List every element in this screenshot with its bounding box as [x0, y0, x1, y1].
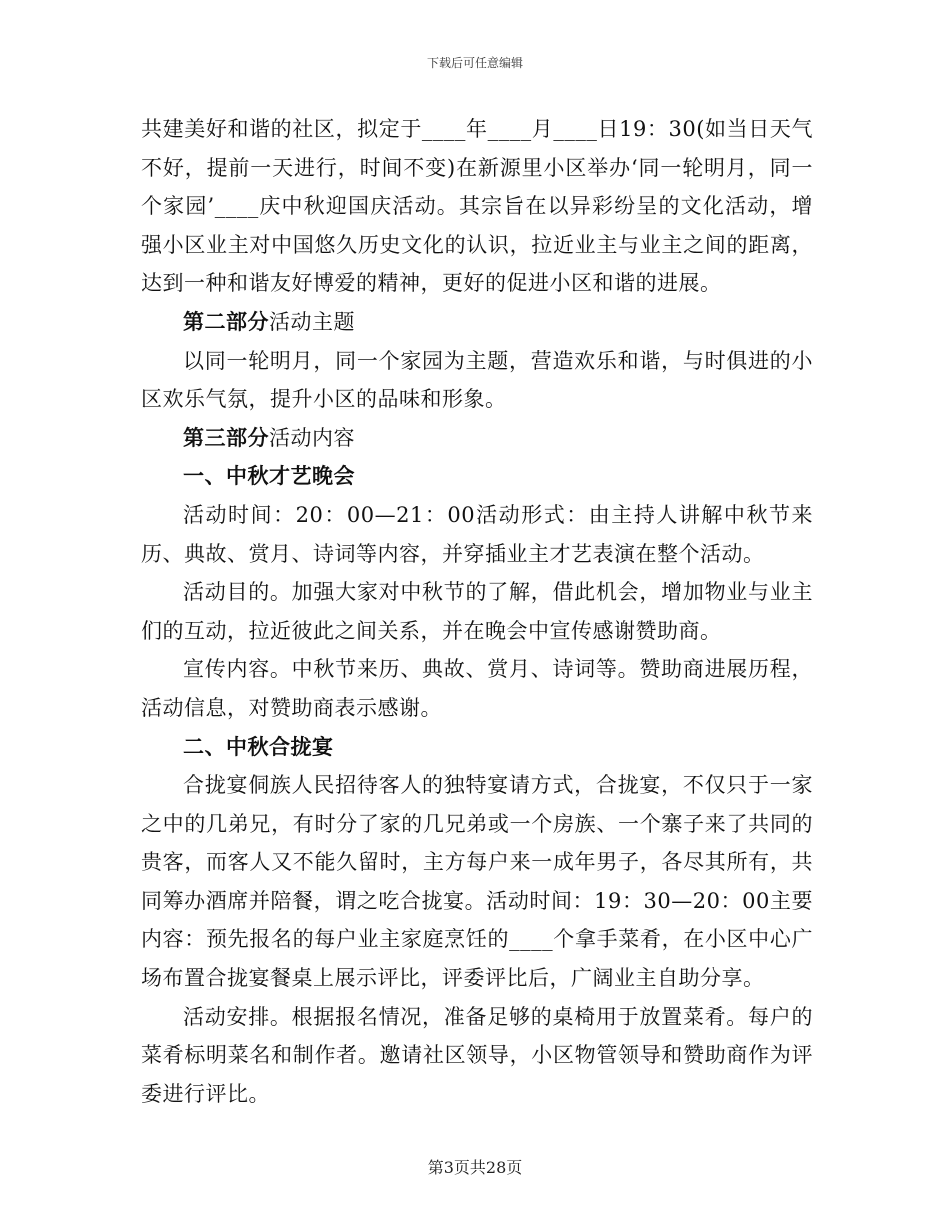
- document-body: [141, 110, 813, 1113]
- theme-paragraph: 以同一轮明月，同一个家园为主题，营造欢乐和谐，与时俱进的小区欢乐气氛，提升小区的品味和形象。: [141, 348, 813, 412]
- section-one-heading: 一、中秋才艺晚会: [183, 464, 355, 489]
- banquet-arrangement-paragraph: 活动安排。根据报名情况，准备足够的桌椅用于放置菜肴。每户的菜肴标明菜名和制作者。邀请社区领导，小区物管领导和赞助商作为评委进行评比。: [141, 1004, 813, 1106]
- intro-paragraph: 共建美好和谐的社区，拟定于____年____月____日19：30(如当日天气不好，提前一天进行，时间不变)在新源里小区举办‘同一轮明月，同一个家园’____庆中秋迎国庆活动。其宗旨在以异彩纷呈的文化活动，增强小区业主对中国悠久历史文化的认识，拉近业主与业主之间的距离，达到一种和谐友好博爱的精神，更好的促进小区和谐的进展。: [141, 117, 813, 296]
- part-three-title: 活动内容: [269, 425, 355, 450]
- gala-promotion-paragraph: 宣传内容。中秋节来历、典故、赏月、诗词等。赞助商进展历程，活动信息，对赞助商表示感谢。: [141, 657, 813, 720]
- banquet-paragraph: 合拢宴侗族人民招待客人的独特宴请方式，合拢宴，不仅只于一家之中的几弟兄，有时分了家的几兄弟或一个房族、一个寨子来了共同的贵客，而客人又不能久留时，主方每户来一成年男子，各尽其所有，共同筹办酒席并陪餐，谓之吃合拢宴。活动时间：19：30—20：00主要内容：预先报名的每户业主家庭烹饪的____个拿手菜肴，在小区中心广场布置合拢宴餐桌上展示评比，评委评比后，广阔业主自助分享。: [141, 773, 813, 991]
- gala-purpose-paragraph: 活动目的。加强大家对中秋节的了解，借此机会，增加物业与业主们的互动，拉近彼此之间关系，并在晚会中宣传感谢赞助商。: [141, 580, 813, 643]
- page-number: 第3页共28页: [427, 1158, 523, 1177]
- page-header: 下载后可任意编辑: [426, 56, 523, 70]
- part-two-label: 第二部分: [183, 309, 269, 334]
- part-three-heading: [141, 419, 813, 458]
- gala-time-paragraph: 活动时间：20：00—21：00活动形式：由主持人讲解中秋节来历、典故、赏月、诗词等内容，并穿插业主才艺表演在整个活动。: [141, 502, 813, 566]
- part-two-heading: [141, 303, 813, 342]
- section-two-heading: 二、中秋合拢宴: [183, 734, 334, 759]
- part-three-label: 第三部分: [183, 425, 269, 450]
- part-two-title: 活动主题: [269, 309, 355, 334]
